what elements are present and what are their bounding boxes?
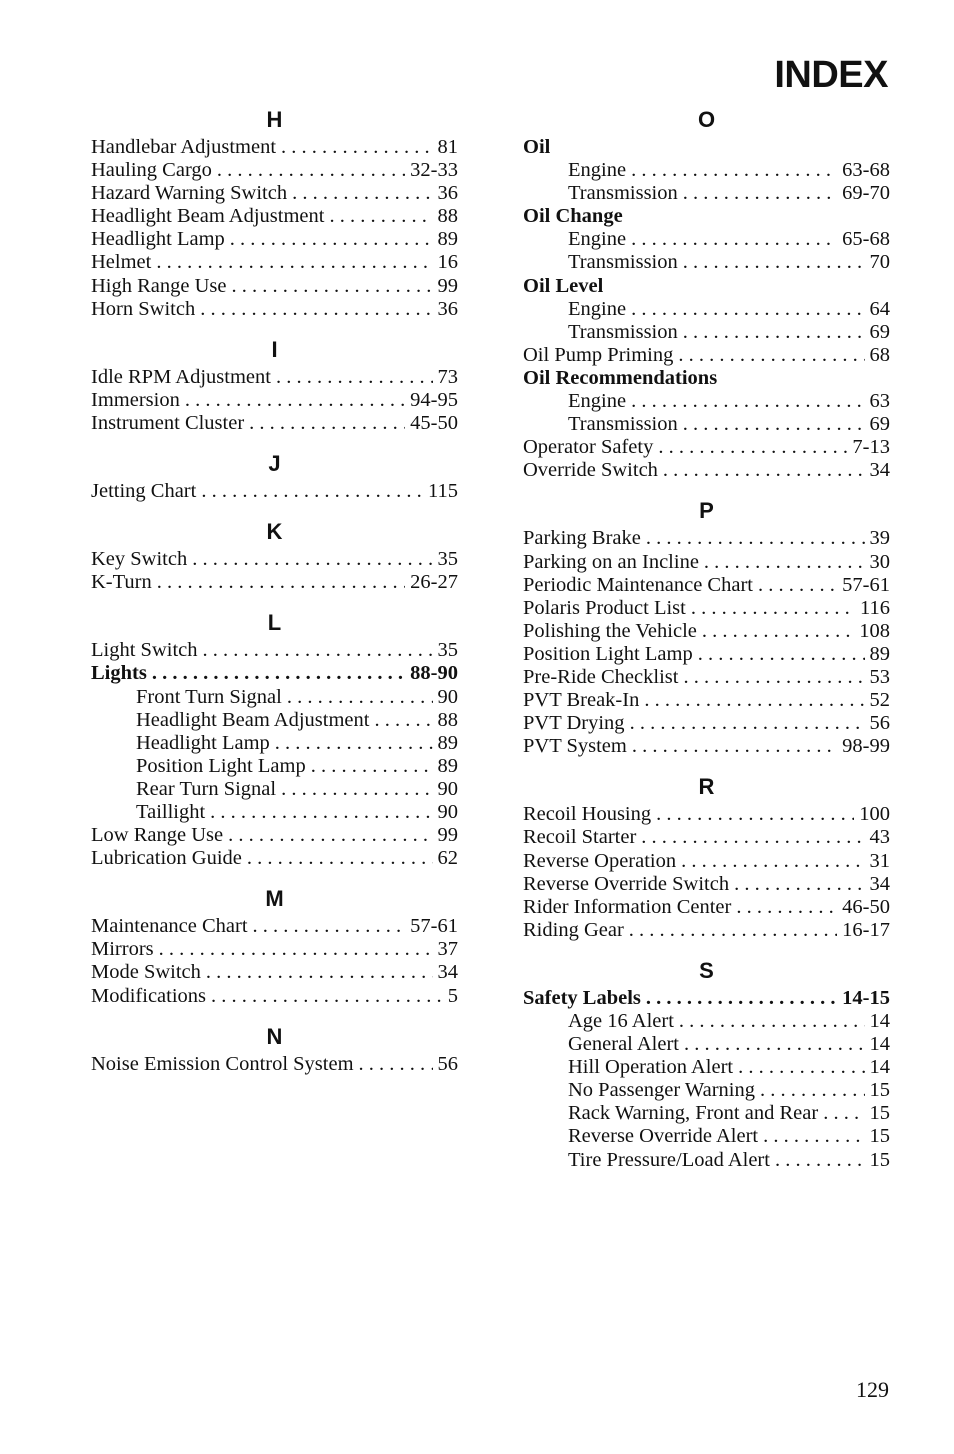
entry-page: 36 bbox=[437, 182, 458, 205]
entry-label: Rack Warning, Front and Rear bbox=[568, 1102, 819, 1125]
index-column-left bbox=[91, 105, 458, 1090]
entry-label: Headlight Beam Adjustment bbox=[136, 708, 370, 731]
entry-label: Reverse Override Switch bbox=[523, 872, 730, 895]
index-entry bbox=[523, 873, 890, 896]
entry-label: Headlight Lamp bbox=[91, 228, 225, 251]
entry-label: Reverse Override Alert bbox=[568, 1125, 759, 1148]
entry-page: 89 bbox=[437, 228, 458, 251]
dot-leader bbox=[202, 639, 432, 662]
entry-page: 15 bbox=[869, 1148, 890, 1171]
index-subentry bbox=[523, 1033, 890, 1056]
index-entry bbox=[523, 459, 890, 482]
entry-page: 52 bbox=[869, 689, 890, 712]
dot-leader bbox=[228, 824, 432, 847]
entry-label: Key Switch bbox=[91, 548, 188, 571]
entry-label: No Passenger Warning bbox=[568, 1079, 755, 1102]
index-subentry bbox=[523, 1149, 890, 1172]
entry-page: 63 bbox=[869, 390, 890, 413]
dot-leader bbox=[683, 182, 837, 205]
dot-leader bbox=[631, 298, 864, 321]
index-entry bbox=[91, 548, 458, 571]
section-letter: I bbox=[271, 336, 278, 362]
entry-label: PVT System bbox=[523, 735, 627, 758]
entry-page: 31 bbox=[869, 849, 890, 872]
entry-page: 100 bbox=[859, 803, 890, 826]
entry-page: 69 bbox=[869, 413, 890, 436]
index-heading bbox=[523, 205, 890, 228]
index-section-j bbox=[91, 449, 458, 503]
entry-page: 56 bbox=[869, 712, 890, 735]
entry-page: 88-90 bbox=[410, 662, 458, 685]
index-subentry bbox=[523, 228, 890, 251]
entry-page: 89 bbox=[437, 754, 458, 777]
entry-label: Mirrors bbox=[91, 938, 154, 961]
dot-leader bbox=[217, 159, 405, 182]
index-entry bbox=[523, 689, 890, 712]
dot-leader bbox=[691, 597, 855, 620]
entry-label: Periodic Maintenance Chart bbox=[523, 573, 753, 596]
entry-page: 89 bbox=[437, 731, 458, 754]
entry-page: 88 bbox=[437, 205, 458, 228]
entry-label: PVT Break-In bbox=[523, 689, 640, 712]
entry-label: Hill Operation Alert bbox=[568, 1056, 734, 1079]
dot-leader bbox=[758, 574, 837, 597]
dot-leader bbox=[276, 366, 433, 389]
entry-label: Polishing the Vehicle bbox=[523, 619, 697, 642]
entry-page: 15 bbox=[869, 1079, 890, 1102]
dot-leader bbox=[200, 298, 432, 321]
entry-page: 14 bbox=[869, 1033, 890, 1056]
entry-page: 69-70 bbox=[842, 182, 890, 205]
index-entry bbox=[91, 228, 458, 251]
index-section-h bbox=[91, 105, 458, 321]
entry-label: Engine bbox=[568, 390, 627, 413]
section-letter: J bbox=[268, 451, 281, 477]
dot-leader bbox=[249, 412, 405, 435]
entry-label: Transmission bbox=[568, 182, 678, 205]
index-entry bbox=[91, 136, 458, 159]
dot-leader bbox=[658, 436, 847, 459]
index-entry bbox=[523, 712, 890, 735]
entry-label: K-Turn bbox=[91, 571, 152, 594]
entry-page: 89 bbox=[869, 642, 890, 665]
entry-page: 108 bbox=[859, 619, 890, 642]
entry-page: 36 bbox=[437, 297, 458, 320]
index-entry bbox=[91, 298, 458, 321]
dot-leader bbox=[679, 1010, 865, 1033]
index-section-r bbox=[523, 772, 890, 942]
entry-label: General Alert bbox=[568, 1033, 679, 1056]
entry-label: Parking on an Incline bbox=[523, 550, 699, 573]
dot-leader bbox=[201, 480, 423, 503]
dot-leader bbox=[646, 527, 865, 550]
section-letter: R bbox=[698, 774, 715, 800]
index-heading bbox=[523, 136, 890, 159]
index-section-l bbox=[91, 608, 458, 870]
section-letter: P bbox=[699, 498, 714, 524]
dot-leader bbox=[632, 735, 837, 758]
index-entry bbox=[91, 915, 458, 938]
index-entry bbox=[523, 919, 890, 942]
index-entry bbox=[523, 987, 890, 1010]
entry-page: 65-68 bbox=[842, 228, 890, 251]
index-section-i bbox=[91, 335, 458, 435]
dot-leader bbox=[281, 778, 432, 801]
entry-page: 16-17 bbox=[842, 918, 890, 941]
index-subentry bbox=[523, 413, 890, 436]
entry-page: 90 bbox=[437, 777, 458, 800]
entry-page: 90 bbox=[437, 685, 458, 708]
entry-page: 35 bbox=[437, 548, 458, 571]
dot-leader bbox=[631, 228, 837, 251]
entry-page: 34 bbox=[437, 961, 458, 984]
entry-page: 62 bbox=[437, 847, 458, 870]
dot-leader bbox=[760, 1079, 865, 1102]
dot-leader bbox=[646, 987, 837, 1010]
entry-label: Tire Pressure/Load Alert bbox=[568, 1148, 770, 1171]
index-entry bbox=[91, 251, 458, 274]
entry-page: 16 bbox=[437, 251, 458, 274]
dot-leader bbox=[644, 689, 864, 712]
entry-page: 5 bbox=[447, 984, 458, 1007]
index-entry bbox=[523, 527, 890, 550]
dot-leader bbox=[736, 896, 837, 919]
index-entry bbox=[523, 826, 890, 849]
dot-leader bbox=[678, 344, 864, 367]
dot-leader bbox=[192, 548, 432, 571]
entry-label: Hazard Warning Switch bbox=[91, 182, 288, 205]
dot-leader bbox=[281, 136, 432, 159]
section-letter: K bbox=[266, 519, 283, 545]
dot-leader bbox=[629, 919, 837, 942]
index-entry bbox=[523, 574, 890, 597]
index-entry bbox=[91, 205, 458, 228]
entry-label: Transmission bbox=[568, 251, 678, 274]
index-entry bbox=[523, 597, 890, 620]
dot-leader bbox=[156, 251, 432, 274]
entry-page: 32-33 bbox=[410, 159, 458, 182]
entry-page: 30 bbox=[869, 550, 890, 573]
dot-leader bbox=[663, 459, 865, 482]
entry-label: Mode Switch bbox=[91, 961, 201, 984]
entry-label: Oil Level bbox=[523, 274, 604, 297]
index-entry bbox=[91, 159, 458, 182]
index-entry bbox=[91, 389, 458, 412]
entry-label: Idle RPM Adjustment bbox=[91, 365, 271, 388]
dot-leader bbox=[185, 389, 405, 412]
entry-label: Recoil Starter bbox=[523, 826, 637, 849]
index-entry bbox=[91, 961, 458, 984]
index-subentry bbox=[523, 1125, 890, 1148]
dot-leader bbox=[683, 413, 865, 436]
entry-page: 34 bbox=[869, 459, 890, 482]
index-subentry bbox=[91, 778, 458, 801]
dot-leader bbox=[681, 850, 864, 873]
index-entry bbox=[91, 182, 458, 205]
entry-page: 68 bbox=[869, 343, 890, 366]
dot-leader bbox=[287, 686, 433, 709]
entry-label: Front Turn Signal bbox=[136, 685, 282, 708]
entry-label: Lights bbox=[91, 662, 147, 685]
section-letter: M bbox=[265, 886, 284, 912]
index-subentry bbox=[523, 251, 890, 274]
entry-label: Transmission bbox=[568, 413, 678, 436]
entry-label: Oil Change bbox=[523, 205, 623, 228]
index-subentry bbox=[523, 1056, 890, 1079]
entry-page: 99 bbox=[437, 274, 458, 297]
index-entry bbox=[91, 571, 458, 594]
dot-leader bbox=[292, 182, 432, 205]
index-subentry bbox=[523, 1010, 890, 1033]
entry-page: 56 bbox=[437, 1052, 458, 1075]
entry-page: 14 bbox=[869, 1056, 890, 1079]
dot-leader bbox=[230, 228, 433, 251]
entry-label: Parking Brake bbox=[523, 527, 641, 550]
index-entry bbox=[523, 666, 890, 689]
dot-leader bbox=[157, 571, 405, 594]
page-number: 129 bbox=[856, 1377, 889, 1402]
index-subentry bbox=[523, 182, 890, 205]
dot-leader bbox=[359, 1053, 433, 1076]
entry-label: Engine bbox=[568, 228, 627, 251]
index-subentry bbox=[91, 686, 458, 709]
entry-page: 45-50 bbox=[410, 411, 458, 434]
page-title: INDEX bbox=[774, 54, 888, 96]
entry-label: Noise Emission Control System bbox=[91, 1052, 354, 1075]
entry-page: 64 bbox=[869, 297, 890, 320]
index-heading bbox=[523, 367, 890, 390]
entry-page: 34 bbox=[869, 872, 890, 895]
index-subentry bbox=[523, 1102, 890, 1125]
entry-label: Headlight Beam Adjustment bbox=[91, 205, 325, 228]
index-section-s bbox=[523, 956, 890, 1172]
index-entry bbox=[91, 938, 458, 961]
dot-leader bbox=[684, 1033, 865, 1056]
entry-page: 98-99 bbox=[842, 735, 890, 758]
entry-page: 14 bbox=[869, 1010, 890, 1032]
index-section-n bbox=[91, 1022, 458, 1076]
index-subentry bbox=[523, 298, 890, 321]
entry-page: 70 bbox=[869, 251, 890, 274]
dot-leader bbox=[775, 1149, 865, 1172]
dot-leader bbox=[329, 205, 432, 228]
entry-label: Recoil Housing bbox=[523, 803, 652, 826]
index-entry bbox=[91, 985, 458, 1008]
index-entry bbox=[91, 275, 458, 298]
entry-label: Helmet bbox=[91, 251, 152, 274]
index-section-k bbox=[91, 517, 458, 594]
dot-leader bbox=[247, 847, 433, 870]
index-section-o bbox=[523, 105, 890, 482]
dot-leader bbox=[210, 801, 432, 824]
index-entry bbox=[523, 344, 890, 367]
entry-label: Operator Safety bbox=[523, 436, 654, 459]
index-subentry bbox=[523, 159, 890, 182]
index-section-m bbox=[91, 884, 458, 1007]
index-entry bbox=[91, 639, 458, 662]
dot-leader bbox=[206, 961, 433, 984]
index-entry bbox=[91, 847, 458, 870]
index-entry bbox=[91, 1053, 458, 1076]
entry-page: 69 bbox=[869, 320, 890, 343]
index-subentry bbox=[91, 801, 458, 824]
entry-label: Immersion bbox=[91, 388, 180, 411]
section-letter: H bbox=[266, 107, 283, 132]
section-letter: L bbox=[267, 610, 282, 636]
index-subentry bbox=[91, 755, 458, 778]
entry-label: Safety Labels bbox=[523, 986, 641, 1009]
entry-page: 57-61 bbox=[410, 915, 458, 938]
entry-label: PVT Drying bbox=[523, 712, 625, 735]
entry-label: Oil Pump Priming bbox=[523, 343, 674, 366]
index-entry bbox=[523, 850, 890, 873]
entry-label: Age 16 Alert bbox=[568, 1010, 674, 1032]
dot-leader bbox=[683, 251, 865, 274]
entry-page: 43 bbox=[869, 826, 890, 849]
dot-leader bbox=[641, 826, 864, 849]
entry-label: Oil bbox=[523, 136, 551, 158]
entry-label: Position Light Lamp bbox=[523, 642, 693, 665]
dot-leader bbox=[683, 666, 864, 689]
entry-page: 7-13 bbox=[852, 436, 890, 459]
entry-page: 15 bbox=[869, 1125, 890, 1148]
entry-page: 14-15 bbox=[842, 986, 890, 1009]
entry-label: Taillight bbox=[136, 800, 206, 823]
index-entry bbox=[523, 735, 890, 758]
entry-label: Position Light Lamp bbox=[136, 754, 306, 777]
entry-page: 26-27 bbox=[410, 571, 458, 594]
entry-label: Headlight Lamp bbox=[136, 731, 270, 754]
entry-label: Jetting Chart bbox=[91, 480, 197, 503]
index-subentry bbox=[523, 321, 890, 344]
index-entry bbox=[523, 551, 890, 574]
entry-page: 116 bbox=[860, 596, 890, 619]
dot-leader bbox=[211, 985, 443, 1008]
dot-leader bbox=[253, 915, 406, 938]
entry-page: 63-68 bbox=[842, 159, 890, 182]
entry-page: 90 bbox=[437, 800, 458, 823]
entry-page: 46-50 bbox=[842, 895, 890, 918]
entry-label: Reverse Operation bbox=[523, 849, 677, 872]
entry-page: 115 bbox=[428, 480, 458, 503]
dot-leader bbox=[702, 620, 854, 643]
entry-label: Riding Gear bbox=[523, 918, 624, 941]
entry-label: Low Range Use bbox=[91, 824, 224, 847]
entry-label: Engine bbox=[568, 297, 627, 320]
index-subentry bbox=[523, 390, 890, 413]
index-heading bbox=[523, 275, 890, 298]
entry-page: 81 bbox=[437, 136, 458, 158]
dot-leader bbox=[704, 551, 865, 574]
entry-label: Transmission bbox=[568, 320, 678, 343]
section-letter: N bbox=[266, 1023, 283, 1049]
entry-label: Rear Turn Signal bbox=[136, 777, 277, 800]
dot-leader bbox=[275, 732, 433, 755]
entry-label: Maintenance Chart bbox=[91, 915, 248, 938]
index-entry bbox=[91, 412, 458, 435]
index-entry bbox=[91, 366, 458, 389]
entry-label: Instrument Cluster bbox=[91, 411, 245, 434]
dot-leader bbox=[683, 321, 865, 344]
entry-label: Engine bbox=[568, 159, 627, 182]
section-letter: S bbox=[699, 957, 714, 983]
entry-label: Rider Information Center bbox=[523, 895, 732, 918]
index-entry bbox=[91, 824, 458, 847]
index-entry bbox=[91, 662, 458, 685]
entry-label: Horn Switch bbox=[91, 297, 196, 320]
dot-leader bbox=[656, 803, 854, 826]
entry-page: 73 bbox=[437, 365, 458, 388]
dot-leader bbox=[823, 1102, 864, 1125]
index-entry bbox=[523, 803, 890, 826]
dot-leader bbox=[734, 873, 864, 896]
index-subentry bbox=[91, 732, 458, 755]
dot-leader bbox=[159, 938, 433, 961]
dot-leader bbox=[232, 275, 433, 298]
entry-label: Polaris Product List bbox=[523, 596, 686, 619]
section-letter: O bbox=[697, 107, 716, 132]
index-entry bbox=[523, 620, 890, 643]
entry-label: Override Switch bbox=[523, 459, 658, 482]
entry-label: Modifications bbox=[91, 984, 207, 1007]
entry-label: Oil Recommendations bbox=[523, 366, 718, 389]
entry-page: 35 bbox=[437, 639, 458, 662]
entry-page: 39 bbox=[869, 527, 890, 550]
index-entry bbox=[523, 436, 890, 459]
index-section-p bbox=[523, 496, 890, 758]
entry-page: 53 bbox=[869, 665, 890, 688]
index-entry bbox=[523, 896, 890, 919]
dot-leader bbox=[152, 662, 405, 685]
index-subentry bbox=[91, 709, 458, 732]
dot-leader bbox=[631, 390, 864, 413]
entry-label: Hauling Cargo bbox=[91, 159, 212, 182]
entry-page: 15 bbox=[869, 1102, 890, 1125]
index-entry bbox=[91, 480, 458, 503]
entry-page: 99 bbox=[437, 824, 458, 847]
entry-label: Lubrication Guide bbox=[91, 847, 242, 870]
entry-label: High Range Use bbox=[91, 274, 227, 297]
entry-page: 88 bbox=[437, 708, 458, 731]
entry-label: Light Switch bbox=[91, 639, 198, 662]
dot-leader bbox=[630, 712, 865, 735]
dot-leader bbox=[631, 159, 837, 182]
index-subentry bbox=[523, 1079, 890, 1102]
entry-page: 57-61 bbox=[842, 573, 890, 596]
index-column-right bbox=[523, 105, 890, 1186]
dot-leader bbox=[738, 1056, 864, 1079]
dot-leader bbox=[374, 709, 432, 732]
dot-leader bbox=[311, 755, 433, 778]
entry-page: 94-95 bbox=[410, 388, 458, 411]
entry-label: Handlebar Adjustment bbox=[91, 136, 277, 158]
entry-label: Pre-Ride Checklist bbox=[523, 665, 679, 688]
index-entry bbox=[523, 643, 890, 666]
dot-leader bbox=[763, 1125, 864, 1148]
dot-leader bbox=[698, 643, 865, 666]
entry-page: 37 bbox=[437, 938, 458, 961]
